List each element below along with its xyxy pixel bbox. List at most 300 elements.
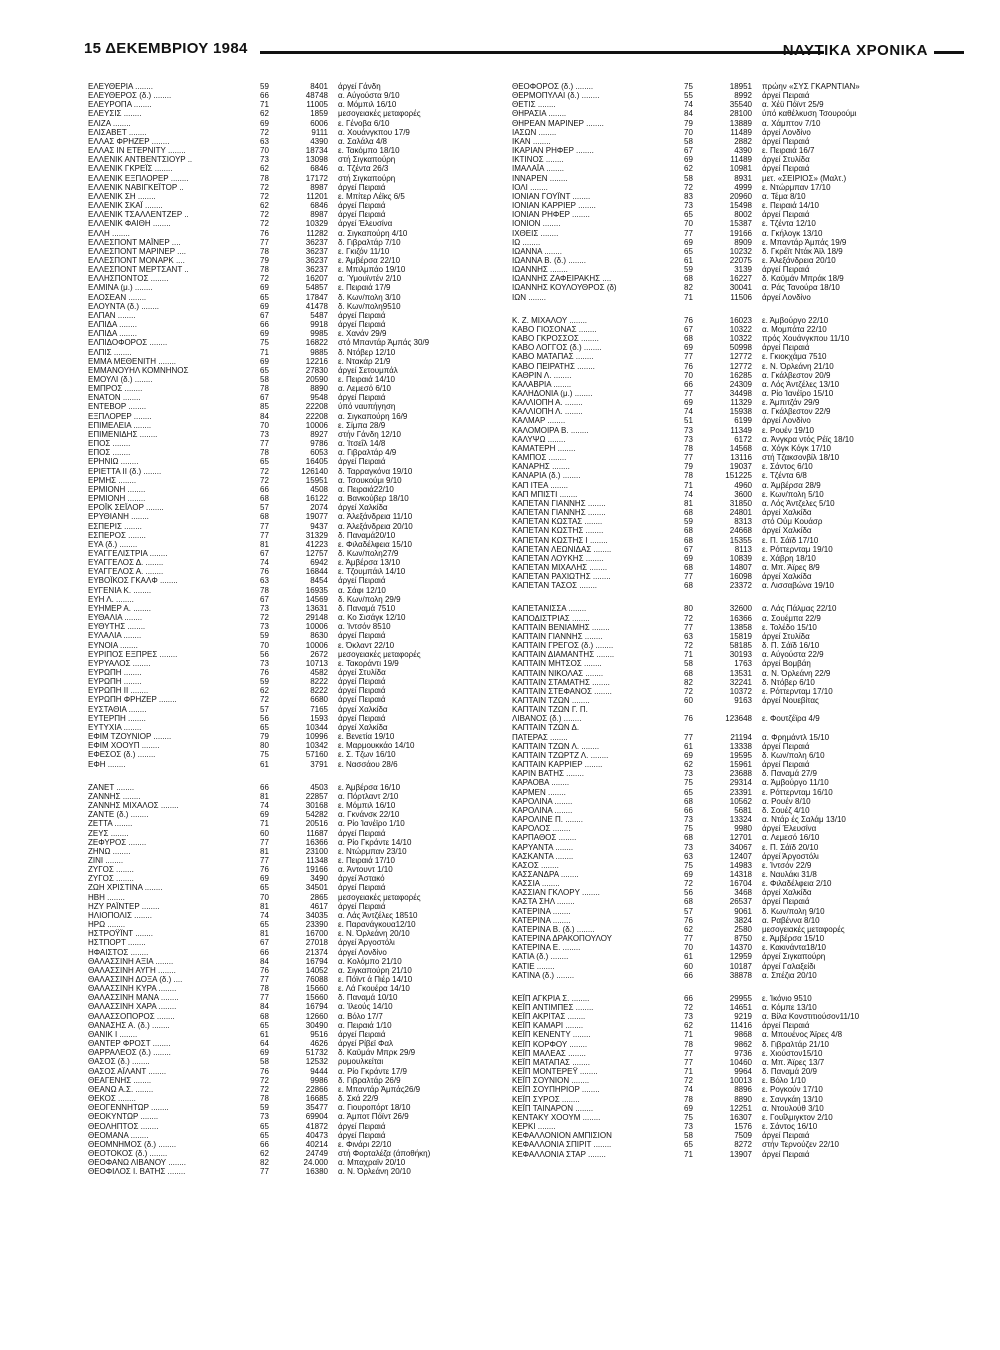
status: άργεί Πειραιά	[762, 1149, 810, 1159]
status: ε. Φινάρι 22/10	[338, 1139, 392, 1149]
ship-name: ΚΑΠΤΑΙΝ ΣΤΑΜΑΤΗΣ ........	[512, 677, 610, 687]
built-year: 58	[260, 1057, 269, 1067]
ship-name: ΚΑΠΕΤΑΝ ΛΕΩΝΙΔΑΣ ........	[512, 544, 612, 554]
status: ε. Γκιοκχάμα 7510	[762, 352, 827, 362]
status: άργεί Πειραιά	[338, 883, 386, 893]
built-year: 66	[684, 805, 693, 815]
ship-row	[512, 128, 932, 137]
tonnage: 11349	[730, 425, 752, 435]
status: άργεί Άργοστόλι	[762, 851, 819, 861]
ship-row	[512, 238, 932, 247]
ship-name: ΕΣΠΕΡΙΣ ........	[88, 521, 142, 531]
status: α. Κο Σισάγκ 12/10	[338, 613, 406, 623]
ship-name: ΕΛΠΙΣ ........	[88, 347, 132, 357]
built-year: 75	[684, 82, 693, 91]
status: ύπό ναυπήγηση	[338, 402, 396, 412]
status: άργεί Άργοστόλι	[338, 938, 395, 948]
built-year: 63	[684, 631, 693, 641]
built-year: 65	[684, 246, 693, 256]
ship-row	[88, 311, 508, 320]
built-year: 82	[684, 283, 693, 293]
built-year: 78	[260, 585, 269, 595]
tonnage: 8987	[310, 182, 328, 192]
tonnage: 3490	[310, 874, 328, 884]
built-year: 78	[260, 265, 269, 275]
built-year: 73	[684, 842, 693, 852]
built-year: 67	[260, 393, 269, 403]
tonnage: 10372	[729, 686, 752, 696]
ship-name: ΕΛΟΣΕΑΝ ........	[88, 292, 147, 302]
tonnage: 4390	[734, 146, 752, 156]
ship-name: ΙΩΑΝΝΑ Β. (δ.) ........	[512, 255, 586, 265]
built-year: 62	[260, 201, 269, 211]
ship-row	[512, 1012, 932, 1021]
ship-row	[512, 91, 932, 100]
ship-row	[512, 426, 932, 435]
status: α. Βόλο 17/7	[338, 1011, 383, 1021]
status: άργεί Λονδίνο	[762, 127, 811, 137]
tonnage: 36237	[305, 265, 328, 275]
ship-name: ΕΦΕΣΟΣ (δ.) ........	[88, 750, 156, 760]
status: α. Πόρτλαντ 2/10	[338, 791, 399, 801]
tonnage: 16285	[729, 370, 752, 380]
ship-row	[88, 893, 508, 902]
ship-name: ΚΕΪΠ ΑΝΤΙΜΠΕΣ ........	[512, 1003, 594, 1012]
ship-name: ΕΛΛΑΣ ΦΡΗΖΕΡ ........	[88, 136, 170, 146]
status: άργεί Πειραιά	[762, 210, 810, 220]
ship-row	[88, 1076, 508, 1085]
built-year: 72	[684, 641, 693, 651]
built-year: 59	[260, 1103, 269, 1113]
built-year: 74	[684, 1085, 693, 1095]
built-year: 74	[684, 407, 693, 417]
ship-row	[88, 320, 508, 329]
tonnage: 76088	[305, 975, 328, 984]
status: ε. Μπαντάρ Άμπάς26/9	[338, 1084, 421, 1094]
built-year: 69	[260, 118, 269, 128]
status: α. Σαλάλα 4/8	[338, 136, 387, 146]
built-year: 79	[684, 118, 693, 128]
ship-row	[512, 751, 932, 760]
ship-name: ΕΛΛΕΣΠΟΝΤ ΜΑΡΙΝΕΡ ....	[88, 246, 187, 256]
tonnage: 27018	[305, 938, 328, 948]
status: α. Ρίο Ίανέϊρο 1/10	[338, 819, 405, 829]
ship-name: ΚΕΡΚΙ ........	[512, 1122, 556, 1132]
status: ε. Άμβέρσα 15/10	[762, 934, 825, 944]
status: α. Λισσαβώνα 19/10	[762, 581, 834, 591]
status: α. Πειραιά 1/10	[338, 1020, 392, 1030]
ship-row	[512, 742, 932, 751]
built-year: 78	[260, 984, 269, 994]
ship-name: ΚΑΠΤΑΙΝ ΤΖΩΝ Λ. ........	[512, 741, 600, 751]
ship-name: ΚΕΪΠ ΜΟΝΤΕΡΕΫ ........	[512, 1067, 598, 1077]
built-year: 69	[684, 343, 693, 353]
status: δ. Ντόβερ 6/10	[762, 677, 815, 687]
ship-name: ΚΑΠΤΑΙΝ ΝΙΚΟΛΑΣ ........	[512, 668, 604, 678]
tonnage: 21194	[730, 732, 752, 742]
ship-name: ΕΛΛΗ ........	[88, 228, 130, 238]
built-year: 68	[684, 526, 693, 536]
ship-row	[88, 549, 508, 558]
ship-row	[88, 467, 508, 476]
built-year: 73	[684, 1122, 693, 1132]
status: δ. Κων/πολη 3/10	[338, 292, 401, 302]
tonnage: 17172	[305, 173, 328, 183]
ship-row	[88, 576, 508, 585]
tonnage: 8222	[310, 677, 328, 687]
tonnage: 58185	[729, 641, 752, 651]
status: δ. Σουέζ 4/10	[762, 805, 810, 815]
status: ε. Ρόττερνταμ 17/10	[762, 686, 833, 696]
tonnage: 16704	[729, 879, 752, 889]
built-year: 77	[260, 530, 269, 540]
ship-row	[512, 797, 932, 806]
status: δ. Κων/πολη 9/10	[762, 906, 825, 916]
status: άργεί Λονδίνο	[338, 947, 387, 957]
tonnage: 10232	[729, 246, 752, 256]
built-year: 68	[260, 1011, 269, 1021]
built-year: 68	[684, 508, 693, 518]
status: ε. Όκλαντ 22/10	[338, 640, 395, 650]
status: ε. Τακοράντι 19/9	[338, 658, 399, 668]
status: α. Ίντσόν 8510	[338, 622, 391, 632]
built-year: 72	[684, 182, 693, 192]
tonnage: 51732	[305, 1048, 328, 1058]
ship-row	[512, 119, 932, 128]
tonnage: 13338	[729, 741, 752, 751]
ship-row	[512, 219, 932, 228]
ship-row	[88, 723, 508, 732]
status: στή Σιγκαπούρη	[338, 155, 396, 165]
status: α. Σιγκαπούρη 4/10	[338, 228, 408, 238]
ship-row	[512, 723, 932, 732]
status: ε. Ρόττερνταμ 19/10	[762, 544, 833, 554]
right-column	[512, 82, 932, 1159]
tonnage: 40214	[305, 1139, 328, 1149]
ship-row	[88, 1140, 508, 1149]
built-year: 58	[684, 659, 693, 669]
status: ε. Γκιζόν 11/10	[338, 246, 390, 256]
ship-row	[88, 192, 508, 201]
ship-row	[88, 457, 508, 466]
header-rule-end	[934, 51, 964, 54]
built-year: 77	[684, 228, 693, 238]
status: ε. Άμβέρσα 13/10	[338, 558, 401, 568]
status: άργεί Χαλκίδα	[338, 722, 388, 732]
ship-row	[88, 1112, 508, 1121]
status: α. Αύγούστα 22/9	[762, 650, 824, 660]
built-year: 60	[684, 696, 693, 705]
ship-row	[512, 1040, 932, 1049]
ship-name: ΚΕΦΑΛΛΟΝΙΟΝ ΑΜΠΙΣΙΟΝ	[512, 1131, 612, 1141]
ship-row	[88, 430, 508, 439]
built-year: 73	[260, 155, 269, 165]
ship-name: ΚΑΣΟΣ ........	[512, 860, 559, 870]
ship-name: ΘΑΝΑΣΗΣ Α. (δ.) ........	[88, 1020, 170, 1030]
tonnage: 8401	[310, 82, 328, 91]
ship-name: ΘΑΣΟΣ ΑΪΛΑΝΤ ........	[88, 1066, 167, 1076]
ship-name: ΚΑΠΕΤΑΝ ΡΑΧΙΩΤΗΣ ........	[512, 572, 611, 582]
built-year: 77	[684, 1048, 693, 1058]
tonnage: 27830	[305, 365, 328, 375]
ship-row	[88, 929, 508, 938]
status: α. Τσουκούμι 9/10	[338, 475, 402, 485]
status: ε. Λά Γκουέρα 14/10	[338, 984, 410, 994]
status: α. Μομπάτα 22/10	[762, 324, 827, 334]
ship-name: ΙΟΝΙΟΝ ........	[512, 219, 561, 229]
tonnage: 4626	[310, 1039, 328, 1049]
ship-name: ΘΑΡΡΑΛΕΟΣ (δ.) ........	[88, 1048, 171, 1058]
ship-name: ΚΑΠ ΙΤΕΑ ........	[512, 480, 569, 490]
built-year: 71	[260, 100, 269, 110]
built-year: 58	[684, 173, 693, 183]
status: άργεί Ρίβεϊ Φαλ	[338, 1039, 394, 1049]
ship-name: ΚΑΛΛΙΟΠΗ Λ. ........	[512, 407, 583, 417]
tonnage: 11489	[730, 155, 752, 165]
tonnage: 18951	[729, 82, 752, 91]
tonnage: 8909	[734, 237, 752, 247]
status: α. Τζέντα 26/3	[338, 164, 389, 174]
status: άργεί Πειραιά	[762, 897, 810, 907]
ship-name: ΚΕΪΠ ΑΚΡΙΤΑΣ ........	[512, 1012, 586, 1022]
section-gap	[88, 769, 508, 783]
ship-name: ΕΡΟΪΚ ΣΕΪΛΟΡ ........	[88, 503, 164, 513]
status: α. Βανκούβερ 18/10	[338, 494, 409, 504]
tonnage: 34501	[305, 883, 328, 893]
ship-name: ΕΥΒΟΪΚΟΣ ΓΚΑΛΦ ........	[88, 576, 178, 586]
status: άργεί Πειραιά	[338, 686, 386, 696]
ship-row	[512, 109, 932, 118]
ship-row	[512, 962, 932, 971]
ship-row	[512, 398, 932, 407]
tonnage: 4390	[310, 136, 328, 146]
built-year: 81	[260, 846, 269, 856]
tonnage: 13324	[729, 815, 752, 825]
built-year: 66	[260, 320, 269, 330]
status: ε. Μαρμουκκάο 14/10	[338, 741, 415, 751]
status: α. Άμβούργο 11/10	[762, 778, 829, 788]
tonnage: 54282	[305, 810, 328, 820]
ship-name: ΚΑΠΕΤΑΝ ΚΩΣΤΗΣ Ι ........	[512, 535, 608, 545]
ship-row	[512, 623, 932, 632]
ship-row	[512, 1122, 932, 1131]
ship-row	[512, 907, 932, 916]
built-year: 76	[260, 865, 269, 875]
tonnage: 8992	[734, 91, 752, 101]
status: ε. Χάβρη 18/10	[762, 553, 816, 563]
tonnage: 8931	[734, 173, 752, 183]
ship-row	[88, 238, 508, 247]
ship-name: ΗΣΤΠΟΡΤ ........	[88, 938, 146, 948]
built-year: 75	[260, 750, 269, 760]
ship-row	[88, 883, 508, 892]
status: α. Μπ. Άϊρες 13/7	[762, 1057, 825, 1067]
ship-name: ΕΛΛΕΝΙΚ ΕΞΠΛΟΡΕΡ ........	[88, 173, 189, 183]
built-year: 68	[684, 833, 693, 843]
ship-row	[512, 554, 932, 563]
built-year: 61	[684, 952, 693, 962]
status: α. Ράς Τανούρα 18/10	[762, 283, 840, 293]
status: άργεί Λονδίνο	[762, 416, 811, 426]
ship-name: ΚΑΣΣΙΑ ........	[512, 879, 560, 889]
built-year: 72	[260, 695, 269, 705]
built-year: 60	[684, 961, 693, 971]
status: α. Χάμπτον 7/10	[762, 118, 821, 128]
built-year: 70	[684, 219, 693, 229]
ship-row	[88, 911, 508, 920]
ship-name: ΘΑΝΤΕΡ ΦΡΟΣΤ ........	[88, 1039, 171, 1049]
ship-name: ΕΥΡΥΑΛΟΣ ........	[88, 658, 151, 668]
ship-row	[88, 348, 508, 357]
ship-row	[512, 1003, 932, 1012]
status: α. Μόμπιλ 16/10	[338, 100, 397, 110]
ship-name: ΕΥΣΤΑΘΙΑ ........	[88, 704, 147, 714]
ship-row	[512, 815, 932, 824]
status: άργεί Πειραιά	[338, 457, 386, 467]
ship-row	[88, 201, 508, 210]
ship-row	[88, 714, 508, 723]
status: α. Γιουροπόρτ 18/10	[338, 1103, 411, 1113]
status: δ. Γιβραλτάρ 7/10	[338, 237, 401, 247]
ship-name: ΕΥΡΙΠΟΣ ΕΞΠΡΕΣ ........	[88, 649, 178, 659]
tonnage: 1763	[734, 659, 752, 669]
status: άργεί Πειραιά	[338, 695, 386, 705]
built-year: 76	[260, 228, 269, 238]
built-year: 77	[684, 572, 693, 582]
tonnage: 22075	[729, 255, 752, 265]
ship-name: ΚΕΪΠ ΚΟΡΦΟΥ ........	[512, 1039, 588, 1049]
status: ε. Βόλο 1/10	[762, 1076, 806, 1086]
built-year: 72	[260, 127, 269, 137]
built-year: 71	[684, 1067, 693, 1077]
status: α. Λός Άντζέλες 13/10	[762, 379, 840, 389]
status: ε. Μπίτερ Λέϊκς 6/5	[338, 191, 405, 201]
tonnage: 57160	[305, 750, 328, 760]
tonnage: 2882	[734, 136, 752, 146]
tonnage: 11329	[730, 398, 752, 408]
built-year: 72	[260, 191, 269, 201]
built-year: 62	[260, 164, 269, 174]
tonnage: 8896	[734, 1085, 752, 1095]
status: ε. Τολέδο 15/10	[762, 622, 817, 632]
built-year: 68	[684, 535, 693, 545]
ship-name: ΚΑΠΤΑΙΝ ΒΕΝΙΑΜΗΣ ........	[512, 622, 610, 632]
built-year: 80	[684, 604, 693, 614]
built-year: 62	[260, 1148, 269, 1158]
ship-name: ΚΕΪΠ ΚΑΜΑΡΙ ........	[512, 1021, 584, 1031]
built-year: 68	[684, 897, 693, 907]
status: άργεί Πειραιά	[338, 576, 386, 586]
page-header	[84, 40, 964, 62]
ship-name: ΕΡΥΘΙΑΝΗ ........	[88, 512, 149, 522]
status: άργεί Χαλκίδα	[338, 503, 388, 513]
ship-row	[88, 993, 508, 1002]
ship-section	[512, 82, 932, 302]
ship-row	[88, 829, 508, 838]
ship-name: ΚΑΒΟ ΛΟΓΓΟΣ (δ.) ........	[512, 343, 602, 353]
status: δ. Παναμά20/10	[338, 530, 396, 540]
built-year: 63	[260, 136, 269, 146]
tonnage: 10562	[729, 796, 752, 806]
ship-row	[512, 696, 932, 705]
ship-row	[88, 1103, 508, 1112]
ship-name: ΖΕΦΥΡΟΣ ........	[88, 837, 147, 847]
built-year: 69	[260, 356, 269, 366]
tonnage: 8454	[310, 576, 328, 586]
ship-row	[88, 613, 508, 622]
tonnage: 14370	[729, 943, 752, 953]
ship-name: ΘΕΑΓΕΝΗΣ ........	[88, 1075, 152, 1085]
tonnage: 10013	[729, 1076, 752, 1086]
ship-row	[88, 783, 508, 792]
ship-row	[88, 677, 508, 686]
built-year: 57	[684, 906, 693, 916]
tonnage: 14318	[729, 869, 752, 879]
built-year: 71	[684, 650, 693, 660]
built-year: 85	[260, 402, 269, 412]
built-year: 78	[260, 384, 269, 394]
ship-name: ΘΑΛΑΣΣΙΝΗ ΑΥΓΗ ........	[88, 965, 176, 975]
tonnage: 19077	[305, 512, 328, 522]
ship-row	[88, 412, 508, 421]
ship-name: ΖΗΝΩ ........	[88, 846, 131, 856]
status: μεσογειακές μεταφορές	[762, 924, 845, 934]
ship-row	[512, 632, 932, 641]
ship-row	[512, 137, 932, 146]
ship-row	[512, 925, 932, 934]
ship-name: ΕΜΟΥΛΙ (δ.) ........	[88, 375, 153, 384]
tonnage: 6006	[310, 118, 328, 128]
ship-name: ΖΑΝΝΗΣ ΜΙΧΑΛΟΣ ........	[88, 801, 179, 811]
built-year: 71	[684, 1149, 693, 1159]
tonnage: 6942	[310, 558, 328, 568]
status: α. Ρίο Ίανέϊρο 15/10	[762, 389, 834, 398]
tonnage: 6846	[310, 164, 328, 174]
tonnage: 1576	[734, 1122, 752, 1132]
tonnage: 30193	[729, 650, 752, 660]
built-year: 72	[260, 182, 269, 192]
tonnage: 38878	[729, 970, 752, 980]
ship-row	[512, 1021, 932, 1030]
tonnage: 8313	[734, 517, 752, 527]
ship-row	[512, 572, 932, 581]
ship-row	[88, 975, 508, 984]
ship-name: ΕΛΛΕΝΙΚ ΣΚΑΪ ........	[88, 201, 163, 211]
built-year: 77	[260, 837, 269, 847]
ship-row	[88, 650, 508, 659]
status: πρώην «ΣΥΣ ΓΚΑΡΝΤΙΑΝ»	[762, 82, 860, 91]
tonnage: 22208	[305, 402, 328, 412]
ship-row	[512, 536, 932, 545]
built-year: 70	[260, 146, 269, 156]
built-year: 69	[684, 750, 693, 760]
ship-section	[512, 316, 932, 591]
built-year: 74	[684, 489, 693, 499]
built-year: 68	[260, 494, 269, 504]
tonnage: 11005	[306, 100, 328, 110]
status: άργεί Λονδίνο	[762, 292, 811, 302]
ship-name: ΙΩΑΝΝΑ ........	[512, 246, 562, 256]
ship-section	[512, 604, 932, 979]
tonnage: 12660	[305, 1011, 328, 1021]
ship-name: ΙΧΘΕΙΣ ........	[512, 228, 559, 238]
status: α. Άνγκρα ντός Ρέϊς 18/10	[762, 434, 854, 444]
status: α. Γκνάνσκ 22/10	[338, 810, 400, 820]
tonnage: 16207	[305, 274, 328, 284]
ship-row	[88, 109, 508, 118]
status: ε. Χανάν 29/9	[338, 329, 387, 339]
status: ε. Κακινάντα18/10	[762, 943, 826, 953]
